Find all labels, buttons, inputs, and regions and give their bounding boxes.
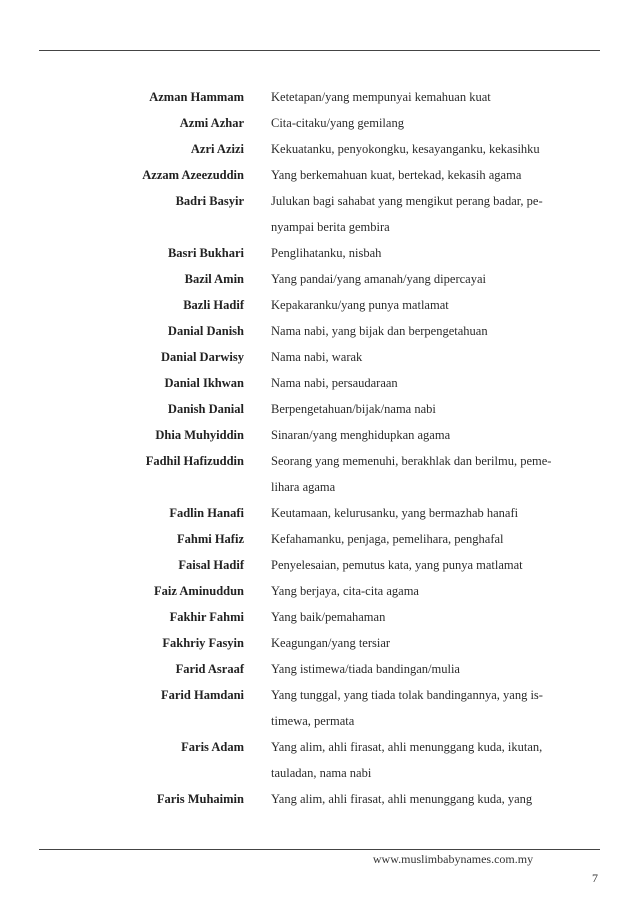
entry-name: Azmi Azhar <box>179 116 244 130</box>
entry-meaning-line: Yang baik/pemahaman <box>271 610 386 624</box>
entry-name: Fakhriy Fasyin <box>162 636 244 650</box>
entry-meaning-line: Yang alim, ahli firasat, ahli menunggang kuda, ikutan, <box>271 740 543 754</box>
name-entry <box>0 318 638 344</box>
entry-meaning <box>271 266 571 292</box>
entry-meaning <box>271 422 571 448</box>
entry-name: Azman Hammam <box>149 90 244 104</box>
entry-name: Farid Asraaf <box>175 662 244 676</box>
entry-meaning <box>271 526 571 552</box>
entry-meaning-line: Ketetapan/yang mempunyai kemahuan kuat <box>271 90 491 104</box>
entry-meaning <box>271 240 571 266</box>
entry-name: Fahmi Hafiz <box>176 532 244 546</box>
name-entry <box>0 344 638 370</box>
entry-meaning-line: tauladan, nama nabi <box>271 766 372 780</box>
entry-meaning-line: lihara agama <box>271 480 336 494</box>
name-entry <box>0 578 638 604</box>
entry-meaning-line: Nama nabi, warak <box>271 350 363 364</box>
entry-meaning-line: Penglihatanku, nisbah <box>271 246 382 260</box>
name-list <box>0 84 638 812</box>
name-entry <box>0 370 638 396</box>
entry-name: Bazil Amin <box>184 272 244 286</box>
entry-meaning-line: Yang berkemahuan kuat, bertekad, kekasih agama <box>271 168 522 182</box>
name-entry <box>0 448 638 500</box>
entry-meaning-line: Nama nabi, yang bijak dan berpengetahuan <box>271 324 488 338</box>
name-entry <box>0 526 638 552</box>
entry-meaning <box>271 656 571 682</box>
name-entry <box>0 604 638 630</box>
entry-meaning-line: Yang berjaya, cita-cita agama <box>271 584 419 598</box>
entry-meaning-line: Yang istimewa/tiada bandingan/mulia <box>271 662 460 676</box>
entry-name: Danial Darwisy <box>161 350 244 364</box>
page-number: 7 <box>592 871 598 885</box>
entry-meaning-line: Penyelesaian, pemutus kata, yang punya matlamat <box>271 558 523 572</box>
entry-meaning <box>271 136 571 162</box>
name-entry <box>0 682 638 734</box>
entry-meaning-line: Keagungan/yang tersiar <box>271 636 391 650</box>
entry-meaning <box>271 396 571 422</box>
name-entry <box>0 656 638 682</box>
name-entry <box>0 734 638 786</box>
name-entry <box>0 162 638 188</box>
entry-meaning <box>271 630 571 656</box>
entry-name: Badri Basyir <box>175 194 244 208</box>
entry-meaning <box>271 604 571 630</box>
entry-meaning <box>271 552 571 578</box>
entry-meaning <box>271 84 571 110</box>
entry-name: Bazli Hadif <box>183 298 244 312</box>
entry-name: Fadlin Hanafi <box>169 506 244 520</box>
entry-name: Danial Ikhwan <box>164 376 244 390</box>
entry-meaning-line: Cita-citaku/yang gemilang <box>271 116 404 130</box>
entry-name: Basri Bukhari <box>167 246 244 260</box>
entry-meaning <box>271 448 571 500</box>
footer-rule <box>39 849 600 850</box>
entry-meaning-line: Kefahamanku, penjaga, pemelihara, penghafal <box>271 532 504 546</box>
name-entry <box>0 292 638 318</box>
entry-meaning-line: Keutamaan, kelurusanku, yang bermazhab hanafi <box>271 506 519 520</box>
name-entry <box>0 786 638 812</box>
name-entry <box>0 422 638 448</box>
entry-name: Fakhir Fahmi <box>169 610 244 624</box>
entry-name: Faiz Aminuddun <box>154 584 244 598</box>
name-entry <box>0 266 638 292</box>
name-entry <box>0 84 638 110</box>
header-rule <box>39 50 600 51</box>
name-entry <box>0 396 638 422</box>
name-entry <box>0 630 638 656</box>
entry-name: Faris Adam <box>181 740 244 754</box>
entry-meaning-line: Yang tunggal, yang tiada tolak bandingannya, yang is- <box>271 688 543 702</box>
entry-meaning-line: Berpengetahuan/bijak/nama nabi <box>271 402 436 416</box>
entry-meaning <box>271 682 571 734</box>
entry-name: Farid Hamdani <box>161 688 244 702</box>
name-entry <box>0 500 638 526</box>
entry-meaning <box>271 500 571 526</box>
entry-meaning-line: timewa, permata <box>271 714 355 728</box>
entry-meaning-line: Sinaran/yang menghidupkan agama <box>271 428 451 442</box>
entry-meaning-line: Yang alim, ahli firasat, ahli menunggang kuda, yang <box>271 792 533 806</box>
entry-meaning-line: Julukan bagi sahabat yang mengikut perang badar, pe- <box>271 194 543 208</box>
entry-name: Dhia Muhyiddin <box>155 428 244 442</box>
entry-meaning-line: Seorang yang memenuhi, berakhlak dan berilmu, peme- <box>271 454 552 468</box>
name-entry <box>0 552 638 578</box>
entry-meaning <box>271 786 571 812</box>
name-entry <box>0 136 638 162</box>
entry-meaning-line: Yang pandai/yang amanah/yang dipercayai <box>271 272 486 286</box>
entry-meaning-line: Kepakaranku/yang punya matlamat <box>271 298 449 312</box>
entry-name: Azri Azizi <box>190 142 244 156</box>
footer-website: www.muslimbabynames.com.my <box>372 852 534 866</box>
entry-name: Faisal Hadif <box>178 558 244 572</box>
entry-meaning <box>271 318 571 344</box>
entry-meaning <box>271 344 571 370</box>
entry-meaning <box>271 578 571 604</box>
entry-name: Fadhil Hafizuddin <box>145 454 244 468</box>
entry-meaning <box>271 370 571 396</box>
name-entry <box>0 110 638 136</box>
entry-meaning <box>271 734 571 786</box>
entry-meaning <box>271 292 571 318</box>
name-entry <box>0 188 638 240</box>
entry-name: Danial Danish <box>167 324 244 338</box>
entry-name: Azzam Azeezuddin <box>142 168 244 182</box>
entry-name: Danish Danial <box>167 402 244 416</box>
entry-meaning <box>271 162 571 188</box>
entry-meaning-line: Nama nabi, persaudaraan <box>271 376 398 390</box>
entry-meaning <box>271 110 571 136</box>
entry-meaning-line: Kekuatanku, penyokongku, kesayanganku, kekasihku <box>271 142 540 156</box>
entry-name: Faris Muhaimin <box>156 792 244 806</box>
entry-meaning <box>271 188 571 240</box>
name-entry <box>0 240 638 266</box>
entry-meaning-line: nyampai berita gembira <box>271 220 390 234</box>
